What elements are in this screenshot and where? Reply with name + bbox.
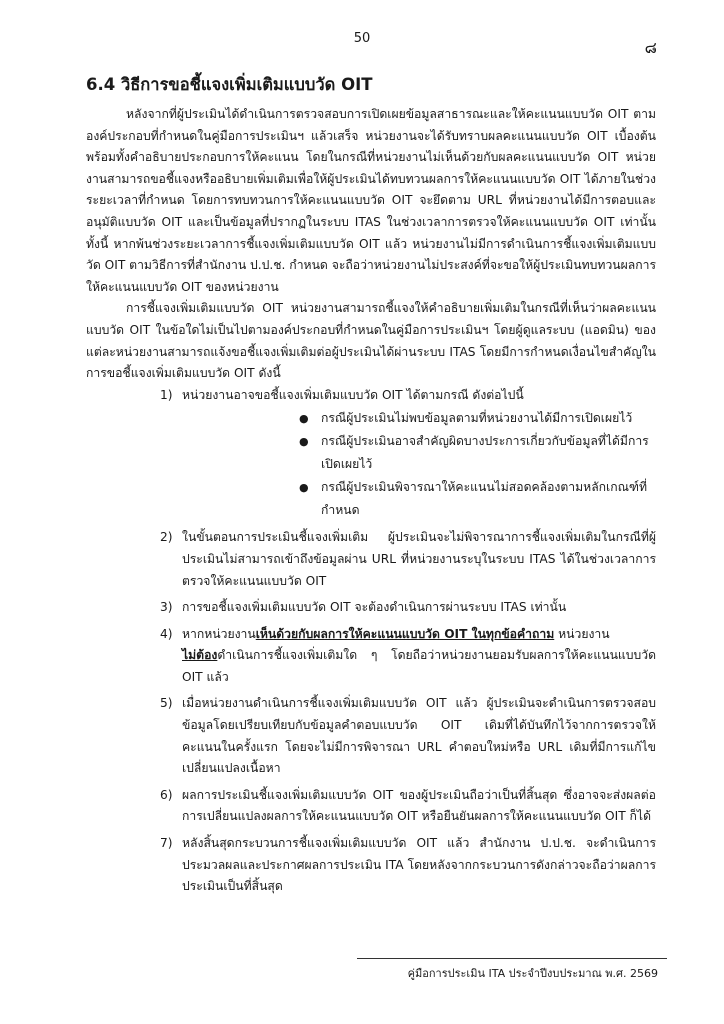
list-item [86, 385, 656, 523]
emphasis-not-required: ไม่ต้อง [182, 648, 218, 663]
footer-rule [357, 958, 667, 959]
bullet-item: ● กรณีผู้ประเมินพิจารณาให้คะแนนไม่สอดคล้องตามหลักเกณฑ์ที่กำหนด [182, 476, 656, 522]
list-item [86, 527, 656, 592]
bullet-item: ● กรณีผู้ประเมินอาจสำคัญผิดบางประการเกี่ยวกับข้อมูลที่ได้มีการเปิดเผยไว้ [182, 430, 656, 476]
list-item-text: ผลการประเมินชี้แจงเพิ่มเติมแบบวัด OIT ของผู้ประเมินถือว่าเป็นที่สิ้นสุด ซึ่งอาจจะส่งผลต่อการเปลี่ยนแปลงผลการให้คะแนนแบบวัด OIT หรือยืนยันผลการให้คะแนนแบบวัด OIT ก็ได้ [182, 787, 656, 824]
list-item-text: ในขั้นตอนการประเมินชี้แจงเพิ่มเติม ผู้ประเมินจะไม่พิจารณาการชี้แจงเพิ่มเติมในกรณีที่ผู้ประเมินไม่สามารถเข้าถึงข้อมูลผ่าน URL ที่หน่วยงานระบุในระบบ ITAS ได้ในช่วงเวลาการตรวจให้คะแนนแบบวัด OIT [182, 530, 656, 588]
list-item-text: หน่วยงานอาจขอชี้แจงเพิ่มเติมแบบวัด OIT ได้ตามกรณี ดังต่อไปนี้ [182, 387, 524, 402]
list-item-text: การขอชี้แจงเพิ่มเติมแบบวัด OIT จะต้องดำเนินการผ่านระบบ ITAS เท่านั้น [182, 600, 567, 615]
list-item [86, 833, 656, 898]
list-item-number: 1) [160, 387, 173, 402]
list-item-text: เมื่อหน่วยงานดำเนินการชี้แจงเพิ่มเติมแบบวัด OIT แล้ว ผู้ประเมินจะดำเนินการตรวจสอบข้อมูลโดยเปรียบเทียบกับข้อมูลคำตอบแบบวัด OIT เดิมที่ได้บันทึกไว้จากการตรวจให้คะแนนในครั้งแรก โดยจะไม่มีการพิจารณา URL คำตอบใหม่หรือ URL เดิมที่มีการแก้ไขเปลี่ยนแปลงเนื้อหา [182, 696, 656, 776]
list-item [86, 785, 656, 828]
list-item-text: หลังสิ้นสุดกระบวนการชี้แจงเพิ่มเติมแบบวัด OIT แล้ว สำนักงาน ป.ป.ช. จะดำเนินการประมวลผลและประกาศผลการประเมิน ITA โดยหลังจากกระบวนการดังกล่าวจะถือว่าผลการประเมินเป็นที่สิ้นสุด [182, 836, 656, 894]
section-heading: 6.4 วิธีการขอชี้แจงเพิ่มเติมแบบวัด OIT [86, 75, 373, 94]
list-item [86, 624, 656, 689]
list-item-number: 4) [160, 626, 173, 641]
list-item-number: 2) [160, 530, 173, 545]
list-item-number: 6) [160, 787, 173, 802]
bullet-list [182, 407, 656, 522]
list-item [86, 597, 656, 619]
paragraph-intro: หลังจากที่ผู้ประเมินได้ดำเนินการตรวจสอบการเปิดเผยข้อมูลสาธารณะและให้คะแนนแบบวัด OIT ตามองค์ประกอบที่กำหนดในคู่มือการประเมินฯ แล้วเสร็จ หน่วยงานจะได้รับทราบผลคะแนนแบบวัด OIT เบื้องต้น พร้อมทั้งคำอธิบายประกอบการให้คะแนน โดยในกรณีที่หน่วยงานไม่เห็นด้วยกับผลคะแนนแบบวัด OIT หน่วยงานสามารถขอชี้แจงหรืออธิบายเพิ่มเติมเพื่อให้ผู้ประเมินได้ทบทวนผลการให้คะแนนแบบวัด OIT ได้ภายในช่วงระยะเวลาที่กำหนด โดยการทบทวนการให้คะแนนแบบวัด OIT จะยึดตาม URL ที่หน่วยงานได้มีการตอบและอนุมัติแบบวัด OIT และเป็นข้อมูลที่ปรากฏในระบบ ITAS ในช่วงเวลาการตรวจให้คะแนนแบบวัด OIT เท่านั้น ทั้งนี้ หากพ้นช่วงระยะเวลาการชี้แจงเพิ่มเติมแบบวัด OIT แล้ว หน่วยงานไม่มีการดำเนินการชี้แจงเพิ่มเติมแบบวัด OIT ตามวิธีการที่สำนักงาน ป.ป.ช. กำหนด จะถือว่าหน่วยงานไม่ประสงค์ที่จะขอให้ผู้ประเมินทบทวนผลการให้คะแนนแบบวัด OIT ของหน่วยงาน [86, 107, 656, 294]
list-item-text-after: ดำเนินการชี้แจงเพิ่มเติมใด ๆ โดยถือว่าหน่วยงานยอมรับผลการให้คะแนนแบบวัด OIT แล้ว [182, 648, 656, 684]
list-item [86, 693, 656, 779]
conditions-list [86, 385, 656, 898]
thai-page-number: ๘ [644, 38, 657, 57]
bullet-item: ● กรณีผู้ประเมินไม่พบข้อมูลตามที่หน่วยงานได้มีการเปิดเผยไว้ [182, 407, 656, 430]
list-item-text-middle: หน่วยงาน [554, 626, 610, 641]
paragraph-conditions: การชี้แจงเพิ่มเติมแบบวัด OIT หน่วยงานสามารถชี้แจงให้คำอธิบายเพิ่มเติมในกรณีที่เห็นว่าผลคะแนนแบบวัด OIT ในข้อใดไม่เป็นไปตามองค์ประกอบที่กำหนดในคู่มือการประเมินฯ โดยผู้ดูแลระบบ (แอดมิน) ของแต่ละหน่วยงานสามารถแจ้งขอชี้แจงเพิ่มเติมต่อผู้ประเมินได้ผ่านระบบ ITAS โดยมีการกำหนดเงื่อนไขสำคัญในการขอชี้แจงเพิ่มเติมแบบวัด OIT ดังนี้ [86, 301, 656, 381]
list-item-number: 3) [160, 600, 173, 615]
list-item-number: 7) [160, 836, 173, 851]
page-number: 50 [353, 31, 371, 46]
footer-text: คู่มือการประเมิน ITA ประจำปีงบประมาณ พ.ศ. 2569 [407, 967, 658, 980]
list-item-text-before: หากหน่วยงาน [182, 626, 256, 641]
list-item-number: 5) [160, 696, 173, 711]
emphasis-agree-all: เห็นด้วยกับผลการให้คะแนนแบบวัด OIT ในทุกข้อคำถาม [255, 626, 555, 641]
document-body [86, 74, 656, 903]
